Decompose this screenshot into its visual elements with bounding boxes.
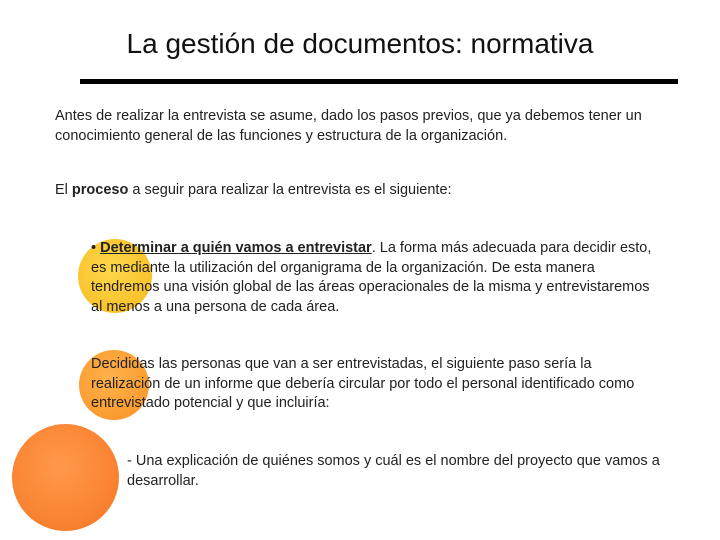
bullet-text: . La forma más adecuada para decidir esto, es mediante la utilización del organigrama de la organización. De esta manera tendremos una visión global de las áreas operacionales de la misma y entrevistaremos al menos a una persona de cada área. bbox=[91, 240, 652, 315]
intro-paragraph: Antes de realizar la entrevista se asume, dado los pasos previos, que ya debemos tener un conocimiento general de las funciones y estructura de la organización. bbox=[55, 108, 642, 144]
decididas-paragraph: Decididas las personas que van a ser entrevistadas, el siguiente paso sería la realización de un informe que debería circular por todo el personal identificado como entrevistado potencial y que incluiría: bbox=[91, 356, 635, 411]
dash-list-item: - Una explicación de quiénes somos y cuál es el nombre del proyecto que vamos a desarrollar. bbox=[127, 453, 660, 489]
slide-title: La gestión de documentos: normativa bbox=[126, 28, 594, 59]
bullet-paragraph bbox=[91, 239, 661, 317]
bullet-marker: • bbox=[91, 240, 101, 256]
process-suffix: a seguir para realizar la entrevista es el siguiente: bbox=[128, 182, 452, 198]
bullet-lead: Determinar a quién vamos a entrevistar bbox=[100, 240, 372, 256]
process-paragraph bbox=[55, 181, 675, 201]
process-keyword: proceso bbox=[71, 182, 129, 198]
title-underline-rule bbox=[80, 79, 678, 84]
process-prefix: El bbox=[55, 182, 72, 198]
